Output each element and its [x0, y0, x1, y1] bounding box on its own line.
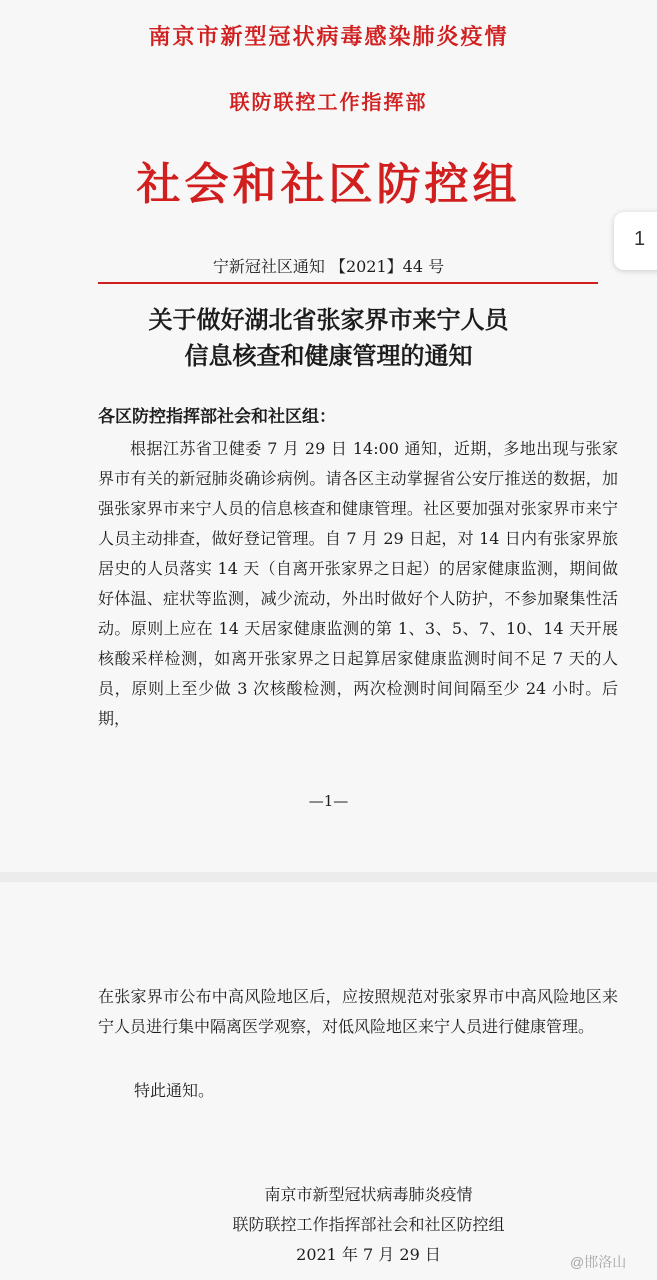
body-paragraph-2: 在张家界市公布中高风险地区后，应按照规范对张家界市中高风险地区来宁人员进行集中隔离医学观察，对低风险地区来宁人员进行健康管理。 — [98, 987, 618, 1036]
addressee: 各区防控指挥部社会和社区组： — [98, 407, 336, 427]
closing-remark: 特此通知。 — [134, 1081, 215, 1100]
header-line-1: 南京市新型冠状病毒感染肺炎疫情 — [148, 24, 509, 50]
signature-line-2: 联防联控工作指挥部社会和社区防控组 — [232, 1215, 505, 1234]
document-title-line-2: 信息核查和健康管理的通知 — [184, 341, 473, 370]
watermark: @邯洛山 — [570, 1254, 627, 1270]
body-paragraph-1: 根据江苏省卫健委 7 月 29 日 14:00 通知，近期，多地出现与张家界市有关的新冠肺炎确诊病例。请各区主动掌握省公安厅推送的数据，加强张家界市来宁人员的信息核查和健康管理。社区要加强对张家界市来宁人员主动排查，做好登记管理。自 7 月 29 日起，对 14 日内有张家界旅居史的人员落实 14 天（自离开张家界之日起）的居家健康监测，期间做好体温、症状等监测，减少流动，外出时做好个人防护，不参加聚集性活动。原则上应在 14 天居家健康监测的第 1、3、5、7、10、14 天开展核酸采样检测，如离开张家界之日起算居家健康监测时间不足 7 天的人员，原则上至少做 3 次核酸检测，两次检测时间间隔至少 24 小时。后期， — [98, 439, 618, 728]
document-number: 宁新冠社区通知 【2021】44 号 — [212, 257, 445, 276]
page-indicator-tab[interactable] — [614, 212, 657, 270]
page-number: —1— — [308, 792, 349, 810]
document-title-line-1: 关于做好湖北省张家界市来宁人员 — [148, 305, 509, 334]
signature-date: 2021 年 7 月 29 日 — [296, 1245, 441, 1264]
signature-line-1: 南京市新型冠状病毒肺炎疫情 — [264, 1185, 473, 1204]
header-line-3: 社会和社区防控组 — [136, 159, 521, 210]
header-line-2: 联防联控工作指挥部 — [229, 90, 428, 114]
page-indicator-number: 1 — [634, 228, 646, 250]
document-page-2 — [0, 882, 657, 1280]
red-divider-rule — [98, 282, 598, 284]
